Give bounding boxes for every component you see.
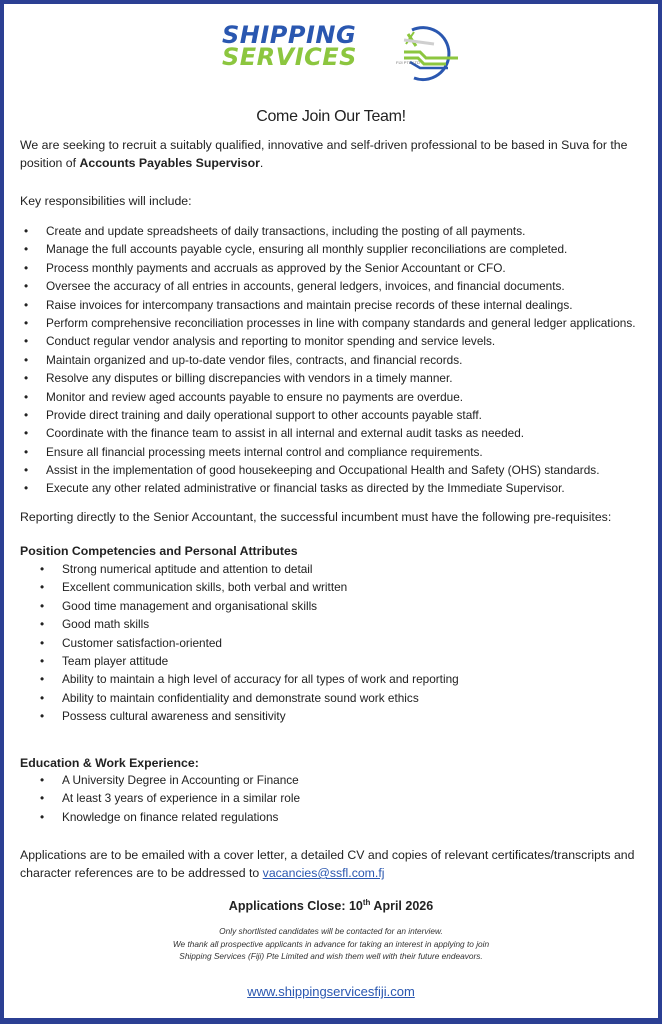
bullet-icon: • — [24, 481, 29, 496]
list-item-text: At least 3 years of experience in a similar role — [62, 791, 301, 806]
logo-wordmark — [222, 21, 357, 71]
list-item-text: Knowledge on finance related regulations — [62, 809, 279, 824]
list-item-text: Conduct regular vendor analysis and reporting to monitor spending and service levels. — [46, 334, 496, 349]
reporting-paragraph: Reporting directly to the Senior Accountant, the successful incumbent must have the following pre-requisites: — [20, 510, 612, 524]
list-item-text: Possess cultural awareness and sensitivity — [62, 709, 286, 724]
list-item-text: Create and update spreadsheets of daily transactions, including the posting of all payments. — [46, 224, 526, 238]
bullet-icon: • — [40, 562, 45, 576]
applications-text: Applications are to be emailed with a cover letter, a detailed CV and copies of relevant certificates/transcripts and character references are to be addressed to — [20, 848, 635, 880]
position-title: Accounts Payables Supervisor — [79, 156, 260, 170]
bullet-icon: • — [40, 690, 45, 705]
list-item-text: Execute any other related administrative or financial tasks as directed by the Immediate Supervisor. — [46, 481, 565, 496]
note-line: Shipping Services (Fiji) Pte Limited and wish them well with their future endeavors. — [179, 951, 483, 961]
logo-subtext: FIJI PTE LTD — [396, 60, 420, 65]
list-item-text: Process monthly payments and accruals as approved by the Senior Accountant or CFO. — [46, 260, 506, 275]
list-item-text: Strong numerical aptitude and attention to detail — [62, 562, 313, 576]
company-logo — [222, 22, 452, 86]
bullet-icon: • — [24, 444, 29, 459]
bullet-icon: • — [24, 242, 29, 257]
closing-notes — [0, 925, 662, 963]
applications-close-date — [0, 898, 662, 913]
list-item-text: Ability to maintain a high level of accuracy for all types of work and reporting — [62, 672, 459, 687]
logo-emblem-icon — [400, 22, 460, 86]
list-item-text: Team player attitude — [62, 653, 169, 668]
note-line: We thank all prospective applicants in advance for taking an interest in applying to join — [172, 938, 490, 949]
note-line: Only shortlisted candidates will be contacted for an interview. — [219, 926, 443, 936]
bullet-icon: • — [40, 580, 45, 595]
bullet-icon: • — [24, 260, 29, 275]
bullet-icon: • — [24, 426, 29, 441]
list-item-text: Maintain organized and up-to-date vendor files, contracts, and financial records. — [46, 352, 463, 367]
list-item-text: Ability to maintain confidentiality and demonstrate sound work ethics — [62, 690, 419, 705]
list-item-text: Oversee the accuracy of all entries in accounts, general ledgers, invoices, and financial documents. — [46, 279, 565, 294]
page-heading: Come Join Our Team! — [256, 108, 406, 125]
bullet-icon: • — [24, 334, 29, 349]
list-item-text: Ensure all financial processing meets internal control and compliance requirements. — [46, 444, 483, 459]
competencies-title: Position Competencies and Personal Attributes — [20, 544, 298, 558]
intro-paragraph — [20, 136, 640, 172]
bullet-icon: • — [40, 791, 45, 806]
list-item-text: Provide direct training and daily operational support to other accounts payable staff. — [46, 407, 482, 422]
bullet-icon: • — [40, 709, 45, 724]
website-link[interactable]: www.shippingservicesfiji.com — [247, 984, 415, 999]
close-suffix: April 2026 — [370, 899, 434, 914]
logo-line-1: SHIPPING — [222, 21, 357, 49]
bullet-icon: • — [24, 371, 29, 386]
list-item-text: Assist in the implementation of good housekeeping and Occupational Health and Safety (OHS) standards. — [46, 463, 600, 478]
bullet-icon: • — [24, 315, 29, 330]
close-sup: th — [362, 898, 371, 907]
logo-line-2: SERVICES — [222, 43, 357, 71]
intro-text: We are seeking to recruit a suitably qualified, innovative and self-driven professional to be based in Suva for the position of — [20, 138, 628, 170]
intro-end: . — [259, 156, 264, 170]
email-link[interactable]: vacancies@ssfl.com.fj — [262, 866, 385, 880]
bullet-icon: • — [24, 463, 29, 478]
bullet-icon: • — [40, 617, 45, 632]
bullet-icon: • — [40, 635, 45, 650]
bullet-icon: • — [40, 809, 45, 824]
list-item-text: A University Degree in Accounting or Finance — [62, 773, 299, 787]
list-item-text: Excellent communication skills, both verbal and written — [62, 580, 348, 595]
bullet-icon: • — [24, 297, 29, 312]
list-item-text: Monitor and review aged accounts payable to ensure no payments are overdue. — [46, 389, 464, 404]
close-prefix: Applications Close: 10 — [228, 899, 363, 914]
list-item-text: Raise invoices for intercompany transactions and maintain precise records of these internal dealings. — [46, 297, 573, 312]
bullet-icon: • — [24, 407, 29, 422]
list-item-text: Coordinate with the finance team to assist in all internal and external audit tasks as needed. — [46, 426, 525, 441]
bullet-icon: • — [40, 672, 45, 687]
education-title: Education & Work Experience: — [20, 756, 199, 770]
list-item-text: Good math skills — [62, 617, 150, 632]
website-footer — [0, 984, 662, 999]
list-item-text: Manage the full accounts payable cycle, ensuring all monthly supplier reconciliations are completed. — [46, 242, 568, 257]
bullet-icon: • — [24, 389, 29, 404]
list-item-text: Good time management and organisational skills — [62, 598, 318, 613]
list-item-text: Resolve any disputes or billing discrepancies with vendors in a timely manner. — [46, 371, 453, 386]
bullet-icon: • — [40, 773, 45, 787]
bullet-icon: • — [24, 352, 29, 367]
applications-paragraph — [20, 846, 640, 882]
bullet-icon: • — [40, 598, 45, 613]
bullet-icon: • — [24, 224, 29, 238]
list-item-text: Perform comprehensive reconciliation processes in line with company standards and general ledger applications. — [46, 315, 636, 330]
bullet-icon: • — [40, 653, 45, 668]
bullet-icon: • — [24, 279, 29, 294]
list-item-text: Customer satisfaction-oriented — [62, 635, 222, 650]
responsibilities-label: Key responsibilities will include: — [20, 194, 192, 208]
